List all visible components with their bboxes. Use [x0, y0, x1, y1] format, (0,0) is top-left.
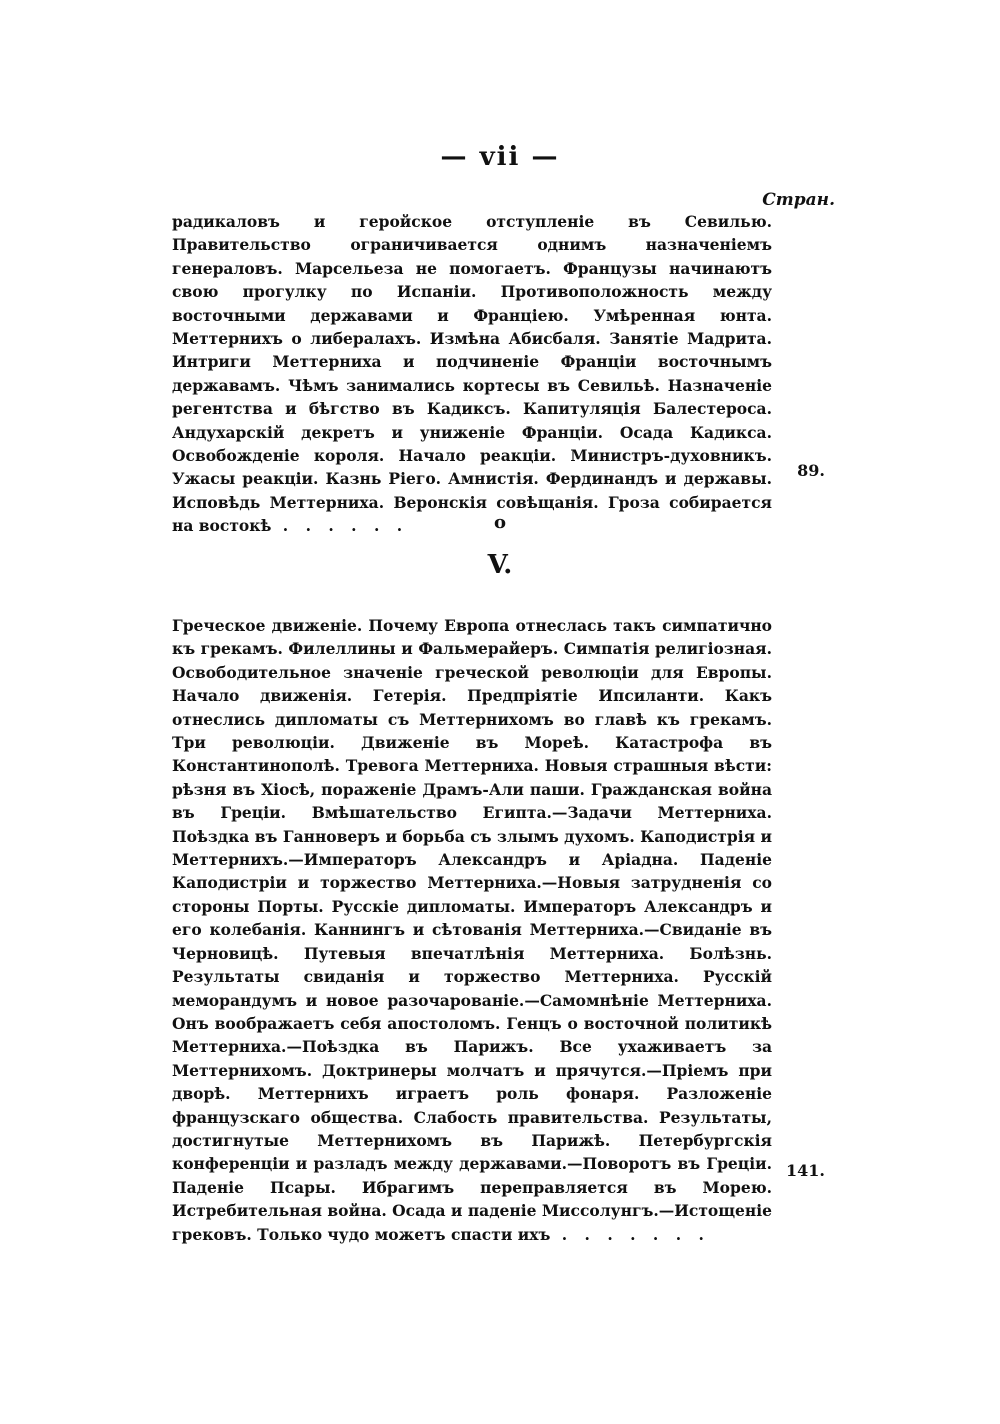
toc-page-ref: 141. — [786, 1161, 825, 1180]
dot-leader: . . . . . . . — [550, 1224, 710, 1244]
toc-entry — [172, 210, 772, 538]
page-number: — vii — — [440, 142, 560, 172]
toc-entry-text: радикаловъ и геройское отступленіе въ Севилью. Правительство ограничивается однимъ назначеніемъ генераловъ. Марсельеза не помогаетъ. Французы начинаютъ свою прогулку по Испаніи. Противоположность между восточными державами и Франціею. Умѣренная юнта. Меттернихъ о либералахъ. Измѣна Абисбаля. Занятіе Мадрита. Интриги Меттерниха и подчиненіе Франціи восточнымъ державамъ. Чѣмъ занимались кортесы въ Севильѣ. Назначеніе регентства и бѣгство въ Кадиксъ. Капитуляція Балестероса. Андухарскій декретъ и униженіе Франціи. Осада Кадикса. Освобожденіе короля. Начало реакціи. Министръ-духовникъ. Ужасы реакціи. Казнь Ріего. Амнистія. Фердинандъ и державы. Исповѣдь Меттерниха. Веронскія совѣщанія. Гроза собирается на востокѣ — [172, 212, 772, 536]
toc-entry — [172, 614, 772, 1246]
page-column-label: Стран. — [762, 190, 835, 210]
section-ornament: o — [493, 512, 506, 533]
toc-entry-text: Греческое движеніе. Почему Европа отнеслась такъ симпатично къ грекамъ. Филеллины и Фальмерайеръ. Симпатія религіозная. Освободительное значеніе греческой революціи для Европы. Начало движенія. Гетерія. Предпріятіе Ипсиланти. Какъ отнеслись дипломаты съ Меттернихомъ во главѣ къ грекамъ. Три революціи. Движеніе въ Мореѣ. Катастрофа въ Константинополѣ. Тревога Меттерниха. Новыя страшныя вѣсти: рѣзня въ Хіосѣ, пораженіе Драмъ-Али паши. Гражданская война въ Греціи. Вмѣшательство Египта.—Задачи Меттерниха. Поѣздка въ Ганноверъ и борьба съ злымъ духомъ. Каподистрія и Меттернихъ.—Императоръ Александръ и Аріадна. Паденіе Каподистріи и торжество Меттерниха.—Новыя затрудненія со стороны Порты. Русскіе дипломаты. Императоръ Александръ и его колебанія. Каннингъ и сѣтованія Меттерниха.—Свиданіе въ Черновицѣ. Путевыя впечатлѣнія Меттерниха. Болѣзнь. Результаты свиданія и торжество Меттерниха. Русскій меморандумъ и новое разочарованіе.—Самомнѣніе Меттерниха. Онъ воображаетъ себя апостоломъ. Генцъ о восточной политикѣ Меттерниха.—Поѣздка въ Парижъ. Все ухаживаетъ за Меттернихомъ. Доктринеры молчатъ и прячутся.—Пріемъ при дворѣ. Меттернихъ играетъ роль фонаря. Разложеніе французскаго общества. Слабость правительства. Результаты, достигнутые Меттернихомъ въ Парижѣ. Петербургскія конференціи и разладъ между державами.—Поворотъ въ Греціи. Паденіе Псары. Ибрагимъ переправляется въ Морею. Истребительная война. Осада и паденіе Миссолунгъ.—Истощеніе грековъ. Только чудо можетъ спасти ихъ — [172, 616, 772, 1244]
toc-page-ref: 89. — [797, 461, 825, 480]
dot-leader: . . . . . . — [271, 516, 409, 536]
section-heading: V. — [487, 550, 513, 580]
